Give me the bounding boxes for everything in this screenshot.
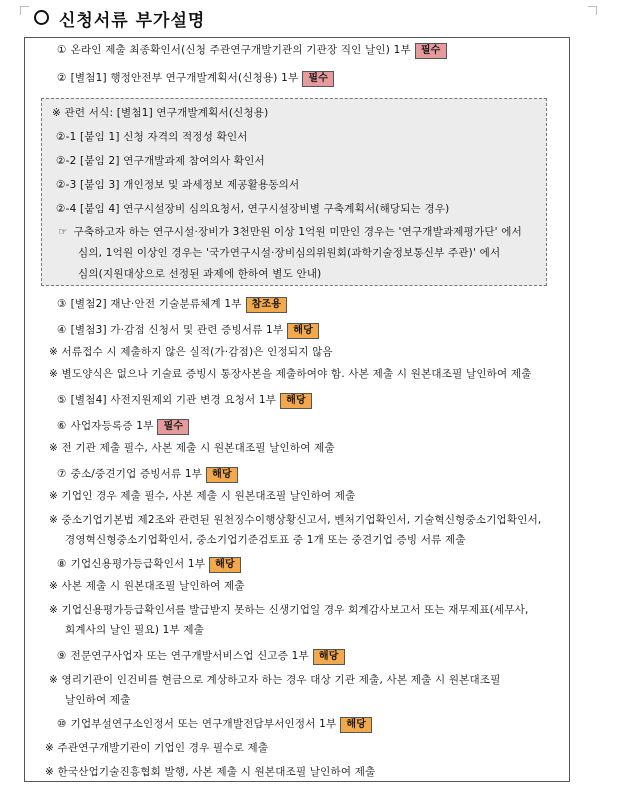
item-number: ⑤ — [57, 394, 67, 406]
item-1 — [57, 42, 447, 59]
note: ※ 기업인 경우 제출 필수, 사본 제출 시 원본대조필 날인하여 제출 — [49, 490, 356, 502]
note-continued: 회계사의 날인 필요) 1부 제출 — [65, 624, 205, 636]
pointing-hand-icon: ☞ — [58, 226, 68, 238]
item-number: ⑧ — [57, 558, 67, 570]
item-8 — [57, 556, 241, 573]
applicable-badge: 해당 — [280, 393, 312, 409]
item-text: 기업신용평가등급확인서 1부 — [70, 558, 206, 570]
note: ※ 서류접수 시 제출하지 않은 실적(가·감점)은 인정되지 않음 — [49, 346, 333, 358]
item-7 — [57, 466, 238, 483]
item-number: ⑦ — [57, 468, 67, 480]
page-corner-mark-right — [588, 6, 597, 15]
required-badge: 필수 — [157, 419, 189, 435]
box-sub-item: ②-1 [붙임 1] 신청 자격의 적정성 확인서 — [56, 131, 248, 143]
applicable-badge: 해당 — [340, 717, 372, 733]
note: ※ 기업신용평가등급확인서를 발급받지 못하는 신생기업일 경우 회계감사보고서 또는 재무제표(세무사, — [49, 604, 529, 616]
reference-line: 심의(지원대상으로 선정된 과제에 한하여 별도 안내) — [78, 268, 322, 280]
item-text: 전문연구사업자 또는 연구개발서비스업 신고증 1부 — [70, 650, 309, 662]
item-2 — [57, 70, 334, 87]
required-badge: 필수 — [302, 71, 334, 87]
reference-badge: 참조용 — [246, 297, 288, 313]
item-number: ② — [57, 72, 67, 84]
box-reference-note — [58, 224, 522, 240]
item-text: [별첨2] 재난·안전 기술분류체계 1부 — [70, 298, 242, 310]
item-5 — [57, 392, 312, 409]
applicable-badge: 해당 — [313, 649, 345, 665]
note: ※ 영리기관이 인건비를 현금으로 계상하고자 하는 경우 대상 기관 제출, 사본 제출 시 원본대조필 — [49, 674, 501, 686]
item-text: [별첨1] 행정안전부 연구개발계획서(신청용) 1부 — [70, 72, 299, 84]
item-3 — [57, 296, 287, 313]
note: ※ 주관연구개발기관이 기업인 경우 필수로 제출 — [45, 742, 269, 754]
item-text: 온라인 제출 최종확인서(신청 주관연구개발기관의 기관장 직인 날인) 1부 — [70, 44, 411, 56]
applicable-badge: 해당 — [209, 557, 241, 573]
note: ※ 별도양식은 없으나 기술료 증빙시 통장사본을 제출하여야 함. 사본 제출 시 원본대조필 날인하여 제출 — [49, 368, 532, 380]
page-title — [34, 6, 205, 31]
item-number: ⑨ — [57, 650, 67, 662]
item-4 — [57, 322, 319, 339]
box-sub-item: ②-3 [붙임 3] 개인정보 및 과세정보 제공활용동의서 — [56, 179, 300, 191]
item-text: 사업자등록증 1부 — [70, 420, 154, 432]
circle-bullet-icon — [34, 10, 49, 25]
item-text: 중소/중견기업 증빙서류 1부 — [70, 468, 203, 480]
page-corner-mark-left — [20, 6, 29, 15]
box-sub-item: ②-2 [붙임 2] 연구개발과제 참여의사 확인서 — [56, 155, 265, 167]
page-title-text: 신청서류 부가설명 — [59, 11, 206, 31]
applicable-badge: 해당 — [287, 323, 319, 339]
item-9 — [57, 648, 345, 665]
box-sub-item: ②-4 [붙임 4] 연구시설장비 심의요청서, 연구시설장비별 구축계획서(해당되는 경우) — [56, 203, 450, 215]
item-number: ⑩ — [57, 718, 67, 730]
item-text: [별첨3] 가·감점 신청서 및 관련 증빙서류 1부 — [70, 324, 284, 336]
note: ※ 중소기업기본법 제2조와 관련된 원천징수이행상황신고서, 벤처기업확인서, 기술혁신형중소기업확인서, — [49, 514, 542, 526]
item-text: [별첨4] 사전지원제외 기관 변경 요청서 1부 — [70, 394, 277, 406]
note: ※ 한국산업기술진흥협회 발행, 사본 제출 시 원본대조필 날인하여 제출 — [45, 766, 376, 778]
item-10 — [57, 716, 372, 733]
item-number: ④ — [57, 324, 67, 336]
item-text: 기업부설연구소인정서 또는 연구개발전담부서인정서 1부 — [70, 718, 337, 730]
note-continued: 날인하여 제출 — [65, 694, 131, 706]
related-forms-box — [41, 98, 547, 286]
box-header: ※ 관련 서식: [별첨1] 연구개발계획서(신청용) — [52, 107, 269, 119]
document-frame — [24, 37, 570, 782]
item-6 — [57, 418, 189, 435]
reference-line: 구축하고자 하는 연구시설·장비가 3천만원 이상 1억원 미만인 경우는 '연구개발과제평가단' 에서 — [73, 226, 522, 238]
item-number: ③ — [57, 298, 67, 310]
reference-line: 심의, 1억원 이상인 경우는 '국가연구시설·장비심의위원회(과학기술정보통신부 주관)' 에서 — [78, 247, 501, 259]
item-number: ⑥ — [57, 420, 67, 432]
applicable-badge: 해당 — [206, 467, 238, 483]
note: ※ 전 기관 제출 필수, 사본 제출 시 원본대조필 날인하여 제출 — [49, 442, 335, 454]
note: ※ 사본 제출 시 원본대조필 날인하여 제출 — [49, 580, 245, 592]
required-badge: 필수 — [415, 43, 447, 59]
item-number: ① — [57, 44, 67, 56]
note-continued: 경영혁신형중소기업확인서, 중소기업기준검토표 중 1개 또는 중견기업 증빙 서류 제출 — [65, 534, 466, 546]
